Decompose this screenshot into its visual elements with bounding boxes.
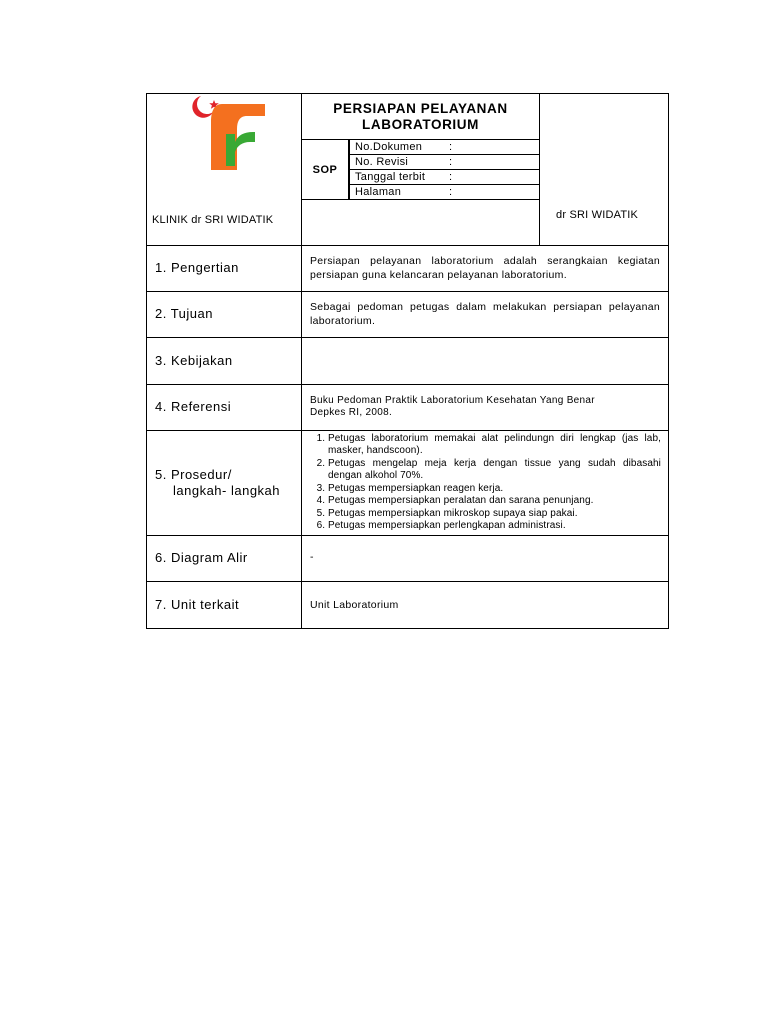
diagram-text: - <box>302 535 669 581</box>
sop-label: SOP <box>302 140 349 200</box>
document-meta <box>349 140 540 200</box>
referensi-text: Buku Pedoman Praktik Laboratorium Kesehatan Yang Benar Depkes RI, 2008. <box>302 384 669 430</box>
pengertian-text: Persiapan pelayanan laboratorium adalah serangkaian kegiatan persiapan guna kelancaran pelayanan laboratorium. <box>302 245 669 291</box>
meta-no-dokumen: No.Dokumen : <box>350 140 540 155</box>
logo-orange-shape <box>211 104 265 170</box>
tujuan-label: 2. Tujuan <box>147 291 302 337</box>
meta-halaman: Halaman : <box>350 185 540 200</box>
referensi-label: 4. Referensi <box>147 384 302 430</box>
tujuan-text: Sebagai pedoman petugas dalam melakukan persiapan pelayanan laboratorium. <box>302 291 669 337</box>
step-item: 3. Petugas mempersiapkan reagen kerja. <box>328 483 661 496</box>
prosedur-steps <box>302 430 669 535</box>
steps-list <box>310 433 661 533</box>
logo-green-r <box>226 132 255 166</box>
meta-no-revisi: No. Revisi : <box>350 155 540 170</box>
kebijakan-label: 3. Kebijakan <box>147 337 302 384</box>
diagram-label: 6. Diagram Alir <box>147 535 302 581</box>
prosedur-label: 5. Prosedur/ langkah- langkah <box>147 430 302 535</box>
crescent-icon <box>192 96 213 118</box>
sop-body-table <box>146 245 669 629</box>
doctor-name: dr SRI WIDATIK <box>556 209 639 221</box>
document-title <box>302 94 540 140</box>
kebijakan-text <box>302 337 669 384</box>
step-item: 2. Petugas mengelap meja kerja dengan tissue yang sudah dibasahi dengan alkohol 70%. <box>328 458 661 483</box>
unit-text: Unit Laboratorium <box>302 581 669 628</box>
step-item: 6. Petugas mempersiapkan perlengkapan administrasi. <box>328 520 661 533</box>
blank-header-cell <box>302 200 540 246</box>
title-line-2: LABORATORIUM <box>362 116 479 132</box>
pengertian-label: 1. Pengertian <box>147 245 302 291</box>
step-item: 1. Petugas laboratorium memakai alat pelindungn diri lengkap (jas lab, masker, handscoon). <box>328 433 661 458</box>
clinic-name: KLINIK dr SRI WIDATIK <box>152 214 274 226</box>
unit-label: 7. Unit terkait <box>147 581 302 628</box>
title-line-1: PERSIAPAN PELAYANAN <box>333 100 508 116</box>
doctor-name-cell <box>540 94 669 246</box>
step-item: 5. Petugas mempersiapkan mikroskop supaya siap pakai. <box>328 508 661 521</box>
clinic-logo <box>147 94 302 199</box>
step-item: 4. Petugas mempersiapkan peralatan dan sarana penunjang. <box>328 495 661 508</box>
sop-document <box>146 93 668 629</box>
meta-tanggal-terbit: Tanggal terbit : <box>350 170 540 185</box>
